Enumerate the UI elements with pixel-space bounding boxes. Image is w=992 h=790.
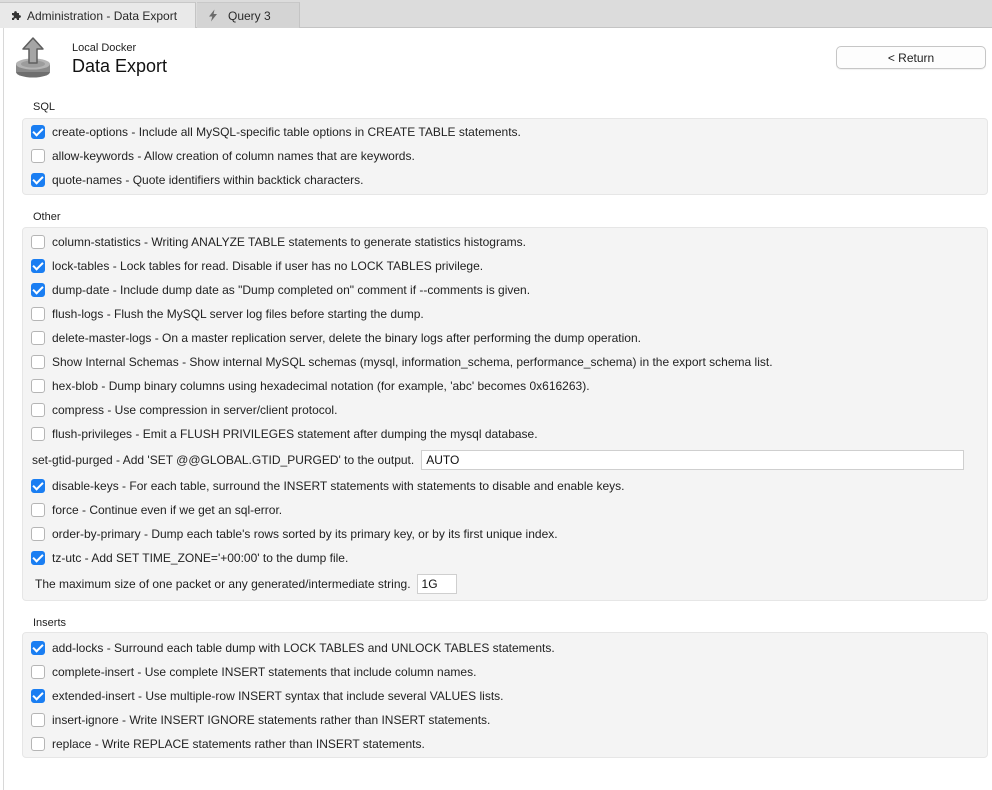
window-edge [3, 28, 4, 790]
max-packet-row [35, 574, 457, 594]
option-label: replace - Write REPLACE statements rather than INSERT statements. [52, 737, 425, 751]
checkbox[interactable] [31, 479, 45, 493]
checkbox[interactable] [31, 689, 45, 703]
checkbox[interactable] [31, 355, 45, 369]
tab-query-3[interactable] [197, 2, 300, 28]
checkbox[interactable] [31, 173, 45, 187]
tab-data-export[interactable] [0, 2, 196, 28]
option-label: lock-tables - Lock tables for read. Disable if user has no LOCK TABLES privilege. [52, 259, 484, 273]
option-compress[interactable] [31, 401, 337, 419]
gtid-purged-input[interactable] [421, 450, 964, 470]
checkbox[interactable] [31, 713, 45, 727]
page-title: Data Export [72, 56, 168, 76]
option-create-options[interactable] [31, 123, 521, 141]
section-title-sql: SQL [33, 101, 56, 113]
option-label: insert-ignore - Write INSERT IGNORE statements rather than INSERT statements. [52, 713, 491, 727]
option-flush-privileges[interactable] [31, 425, 538, 443]
connection-name: Local Docker [72, 42, 137, 54]
checkbox[interactable] [31, 331, 45, 345]
checkbox[interactable] [31, 379, 45, 393]
max-packet-input[interactable] [417, 574, 457, 594]
gtid-purged-row [32, 450, 964, 470]
lightning-icon [206, 9, 220, 23]
option-order-by-primary[interactable] [31, 525, 558, 543]
option-hex-blob[interactable] [31, 377, 590, 395]
option-show-internal-schemas[interactable] [31, 353, 773, 371]
option-label: order-by-primary - Dump each table's rows sorted by its primary key, or by its first unique index. [52, 527, 558, 541]
option-insert-ignore[interactable] [31, 711, 490, 729]
checkbox[interactable] [31, 125, 45, 139]
option-label: tz-utc - Add SET TIME_ZONE='+00:00' to the dump file. [52, 551, 349, 565]
option-replace[interactable] [31, 735, 425, 753]
puzzle-icon [9, 9, 23, 23]
option-column-statistics[interactable] [31, 233, 526, 251]
checkbox[interactable] [31, 503, 45, 517]
option-extended-insert[interactable] [31, 687, 504, 705]
option-delete-master-logs[interactable] [31, 329, 641, 347]
section-title-inserts: Inserts [33, 617, 67, 629]
option-dump-date[interactable] [31, 281, 530, 299]
option-flush-logs[interactable] [31, 305, 424, 323]
data-export-icon [14, 36, 54, 80]
option-label: compress - Use compression in server/client protocol. [52, 403, 338, 417]
section-title-other: Other [33, 211, 61, 223]
tab-bar [0, 0, 992, 28]
option-label: allow-keywords - Allow creation of column names that are keywords. [52, 149, 415, 163]
max-packet-label: The maximum size of one packet or any generated/intermediate string. [35, 577, 411, 591]
option-label: add-locks - Surround each table dump with LOCK TABLES and UNLOCK TABLES statements. [52, 641, 555, 655]
option-allow-keywords[interactable] [31, 147, 415, 165]
checkbox[interactable] [31, 641, 45, 655]
option-label: extended-insert - Use multiple-row INSERT syntax that include several VALUES lists. [52, 689, 504, 703]
checkbox[interactable] [31, 259, 45, 273]
option-label: flush-privileges - Emit a FLUSH PRIVILEGES statement after dumping the mysql database. [52, 427, 538, 441]
option-label: complete-insert - Use complete INSERT statements that include column names. [52, 665, 477, 679]
checkbox[interactable] [31, 737, 45, 751]
checkbox[interactable] [31, 551, 45, 565]
checkbox[interactable] [31, 527, 45, 541]
option-label: delete-master-logs - On a master replication server, delete the binary logs after performing the dump operation. [52, 331, 641, 345]
option-disable-keys[interactable] [31, 477, 625, 495]
checkbox[interactable] [31, 307, 45, 321]
option-lock-tables[interactable] [31, 257, 483, 275]
checkbox[interactable] [31, 403, 45, 417]
checkbox[interactable] [31, 665, 45, 679]
tab-label: Administration - Data Export [27, 8, 178, 23]
option-label: create-options - Include all MySQL-specific table options in CREATE TABLE statements. [52, 125, 521, 139]
option-complete-insert[interactable] [31, 663, 476, 681]
tab-label: Query 3 [228, 8, 271, 23]
option-label: hex-blob - Dump binary columns using hexadecimal notation (for example, 'abc' becomes 0x616263). [52, 379, 590, 393]
option-label: flush-logs - Flush the MySQL server log files before starting the dump. [52, 307, 424, 321]
option-quote-names[interactable] [31, 171, 363, 189]
option-label: force - Continue even if we get an sql-error. [52, 503, 283, 517]
checkbox[interactable] [31, 427, 45, 441]
checkbox[interactable] [31, 149, 45, 163]
option-add-locks[interactable] [31, 639, 555, 657]
checkbox[interactable] [31, 235, 45, 249]
option-force[interactable] [31, 501, 282, 519]
option-tz-utc[interactable] [31, 549, 348, 567]
option-label: Show Internal Schemas - Show internal MySQL schemas (mysql, information_schema, performance_schema) in the export schema list. [52, 355, 773, 369]
option-label: dump-date - Include dump date as "Dump completed on" comment if --comments is given. [52, 283, 531, 297]
option-label: quote-names - Quote identifiers within backtick characters. [52, 173, 364, 187]
gtid-purged-label: set-gtid-purged - Add 'SET @@GLOBAL.GTID_PURGED' to the output. [32, 453, 415, 467]
return-button[interactable]: < Return [836, 46, 986, 69]
checkbox[interactable] [31, 283, 45, 297]
option-label: column-statistics - Writing ANALYZE TABLE statements to generate statistics histograms. [52, 235, 526, 249]
option-label: disable-keys - For each table, surround the INSERT statements with statements to disable and enable keys. [52, 479, 625, 493]
